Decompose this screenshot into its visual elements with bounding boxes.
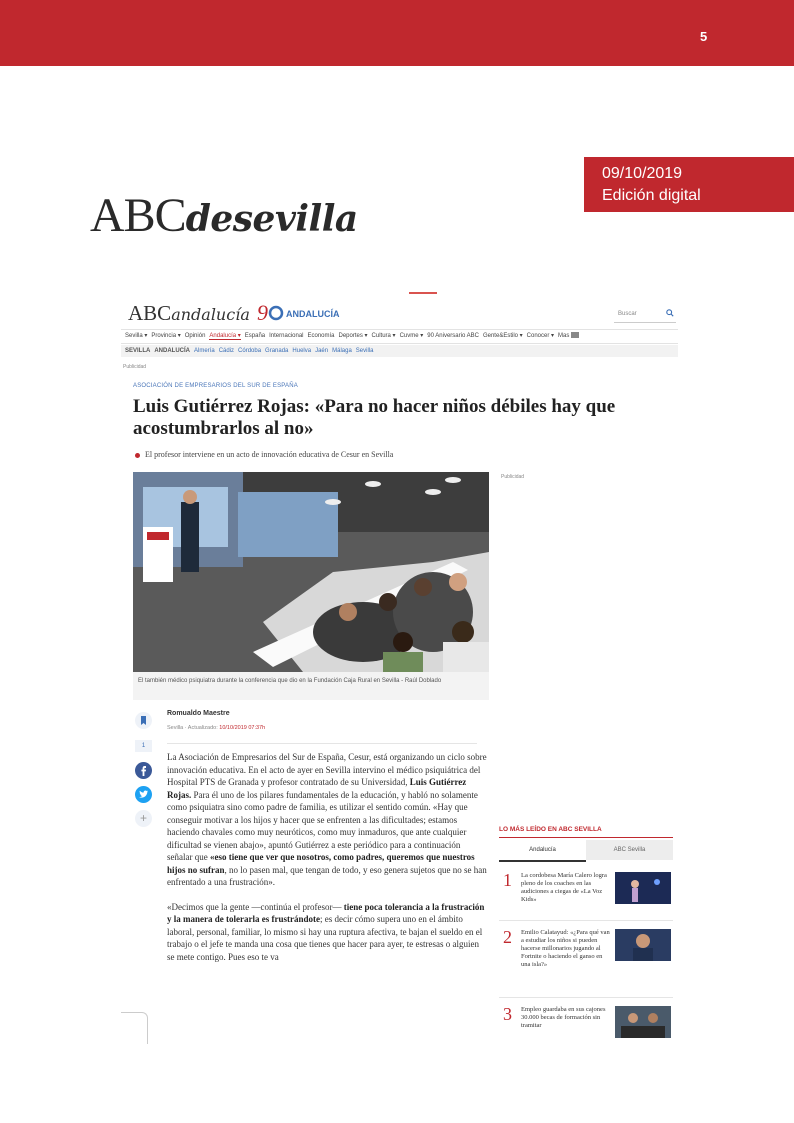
article-meta: [167, 725, 265, 731]
article-photo[interactable]: [133, 472, 489, 672]
most-read-number: 1: [503, 870, 512, 890]
photo-caption: El también médico psiquiatra durante la conferencia que dio en la Fundación Caja Rural en Sevilla - Raúl Doblado: [138, 678, 442, 684]
comment-count[interactable]: 1: [135, 740, 152, 752]
body-separator: [167, 743, 477, 744]
article-headline: Luis Gutiérrez Rojas: «Para no hacer niños débiles hay que acostumbrarlos al no»: [133, 396, 616, 439]
meta-prefix: Sevilla · Actualizado:: [167, 725, 218, 731]
nav-item[interactable]: Internacional: [269, 333, 304, 339]
most-read-thumbnail: [615, 1006, 671, 1038]
anniversary-90-icon: [256, 300, 284, 324]
site-logo-region: andalucía: [171, 305, 250, 324]
bullet-icon: [135, 453, 140, 458]
most-read-rule: [499, 837, 673, 838]
most-read-item[interactable]: [499, 927, 673, 998]
anniversary-label: ANDALUCÍA: [286, 309, 340, 319]
most-read-thumbnail: [615, 872, 671, 904]
nav-subitem[interactable]: Almería: [194, 348, 215, 354]
body-highlight: tiene poca tolerancia a la frustración y la manera de tolerarla es frustrándote: [167, 901, 485, 924]
most-read-number: 3: [503, 1004, 512, 1024]
most-read-number: 2: [503, 927, 512, 947]
side-ad-label: Publicidad: [501, 474, 525, 480]
date-box: [584, 157, 794, 212]
nav-item[interactable]: 90 Aniversario ABC: [427, 333, 479, 339]
nav-item[interactable]: Conocer ▾: [526, 333, 555, 339]
facebook-icon[interactable]: [135, 762, 152, 779]
nav-subitem[interactable]: Málaga: [332, 348, 352, 354]
most-read-item[interactable]: [499, 1004, 673, 1044]
article-body: [167, 751, 487, 975]
edition-label: Edición digital: [602, 187, 701, 204]
nav-item[interactable]: Cuvme ▾: [399, 333, 424, 339]
logo-abc: ABC: [90, 189, 186, 242]
conference-photo: [133, 472, 489, 672]
nav-item[interactable]: Sevilla ▾: [125, 333, 148, 339]
body-text: , no lo pasen mal, que tengan de todo, y eso genera sujetos que no se han enfrentado a una frustración».: [167, 864, 487, 887]
nav-subitem[interactable]: Sevilla: [355, 348, 374, 354]
most-read-text: Empleo guardaba en sus cajones 30.000 becas de formación sin tramitar: [521, 1006, 606, 1029]
nav-item[interactable]: Gente&Estilo ▾: [482, 333, 523, 339]
most-read-item[interactable]: [499, 870, 673, 921]
more-menu-icon[interactable]: [571, 332, 579, 338]
page-curl: [121, 1012, 148, 1044]
ad-label: Publicidad: [123, 364, 147, 370]
most-read-title: LO MÁS LEÍDO EN ABC SEVILLA: [499, 826, 602, 833]
article-author[interactable]: Romualdo Maestre: [167, 710, 230, 717]
bookmark-icon[interactable]: [135, 712, 152, 729]
top-accent: [409, 292, 437, 294]
body-highlight: «eso tiene que ver que nosotros, como padres, queremos que nuestros hijos no sufran: [167, 852, 475, 875]
top-banner: [0, 0, 794, 66]
logo-city: desevilla: [185, 198, 358, 240]
primary-nav: [121, 329, 678, 344]
tab-abc-sevilla[interactable]: ABC Sevilla: [586, 840, 673, 860]
nav-item[interactable]: Economía: [307, 333, 335, 339]
nav-item[interactable]: Mas: [558, 333, 570, 339]
article-subtitle: [135, 450, 393, 459]
search-placeholder: Buscar: [618, 311, 637, 317]
twitter-icon[interactable]: [135, 786, 152, 803]
nav-item[interactable]: Provincia ▾: [151, 333, 181, 339]
search-input[interactable]: [614, 306, 676, 323]
nav-item[interactable]: Opinión: [184, 333, 206, 339]
more-share-icon[interactable]: +: [135, 810, 152, 827]
body-paragraph: [167, 901, 487, 964]
nav-section[interactable]: ANDALUCÍA: [154, 348, 191, 354]
body-text: Para él uno de los pilares fundamentales de la educación, y habló no solamente como psiquiatra sino como padre de familia, es utilizar el sentido común. «Hay que conseguir motivar a los hijos y hacer que se enfrenten a las dificultades; estamos haciendo chavales como muy neuróticos, como muy inmaduros, que ante cualquier dificultad se vienen abajo», apuntó Gutiérrez a este periódico para a continuación señalar que: [167, 789, 478, 862]
search-icon[interactable]: [666, 309, 674, 317]
meta-time: 10/10/2019 07:37h: [219, 725, 266, 731]
body-highlight: Luis Gutiérrez Rojas.: [167, 777, 467, 800]
subtitle-text: El profesor interviene en un acto de innovación educativa de Cesur en Sevilla: [145, 450, 394, 459]
body-text: ; es decir cómo supera uno en el ámbito laboral, personal, familiar, lo mismo si hay una ruptura afectiva, te bajan el sueldo en el trabajo o el jefe te manda una cosa que tienes que hacer para ayer, te estresas o alguien se mete contigo. Pues eso te va: [167, 914, 483, 962]
nav-subitem[interactable]: Cádiz: [218, 348, 235, 354]
svg-text:9: 9: [257, 300, 268, 324]
site-logo[interactable]: [128, 301, 250, 326]
body-text: La Asociación de Empresarios del Sur de España, Cesur, está organizando un ciclo sobre innovación educativa. En el acto de ayer en Sevilla intervino el médico psiquiátrica del Hospital PTS de Granada y profesor contratado de su Universidad,: [167, 752, 487, 787]
nav-subitem[interactable]: Jaén: [315, 348, 329, 354]
article-screenshot: [121, 292, 678, 1044]
nav-item[interactable]: Cultura ▾: [371, 333, 396, 339]
nav-item[interactable]: España: [244, 333, 266, 339]
body-text: «Decimos que la gente —continúa el profesor—: [167, 901, 344, 912]
tab-andalucia[interactable]: Andalucía: [499, 840, 586, 862]
nav-section[interactable]: SEVILLA: [125, 348, 151, 354]
site-logo-abc: ABC: [128, 301, 172, 325]
nav-item[interactable]: Andalucía ▾: [209, 333, 241, 339]
most-read-text: La cordobesa María Calero logra pleno de los coaches en las audiciones a ciegas de «La Voz Kids»: [521, 872, 607, 903]
nav-subitem[interactable]: Granada: [265, 348, 289, 354]
secondary-nav: [121, 345, 678, 357]
most-read-thumbnail: [615, 929, 671, 961]
nav-subitem[interactable]: Córdoba: [238, 348, 262, 354]
publication-date: 09/10/2019: [602, 165, 683, 182]
page-number: 5: [700, 29, 708, 44]
photo-caption-box: [133, 672, 489, 700]
most-read-text: Emilio Calatayud: «¿Para qué van a estudiar los niños si pueden hacerse millonarios jugando al Fortnite o haciendo el ganso en una isla?»: [521, 929, 610, 968]
publication-logo: [90, 188, 358, 240]
nav-item[interactable]: Deportes ▾: [338, 333, 368, 339]
body-paragraph: [167, 751, 487, 889]
article-kicker[interactable]: ASOCIACIÓN DE EMPRESARIOS DEL SUR DE ESPAÑA: [133, 383, 298, 389]
nav-subitem[interactable]: Huelva: [292, 348, 312, 354]
